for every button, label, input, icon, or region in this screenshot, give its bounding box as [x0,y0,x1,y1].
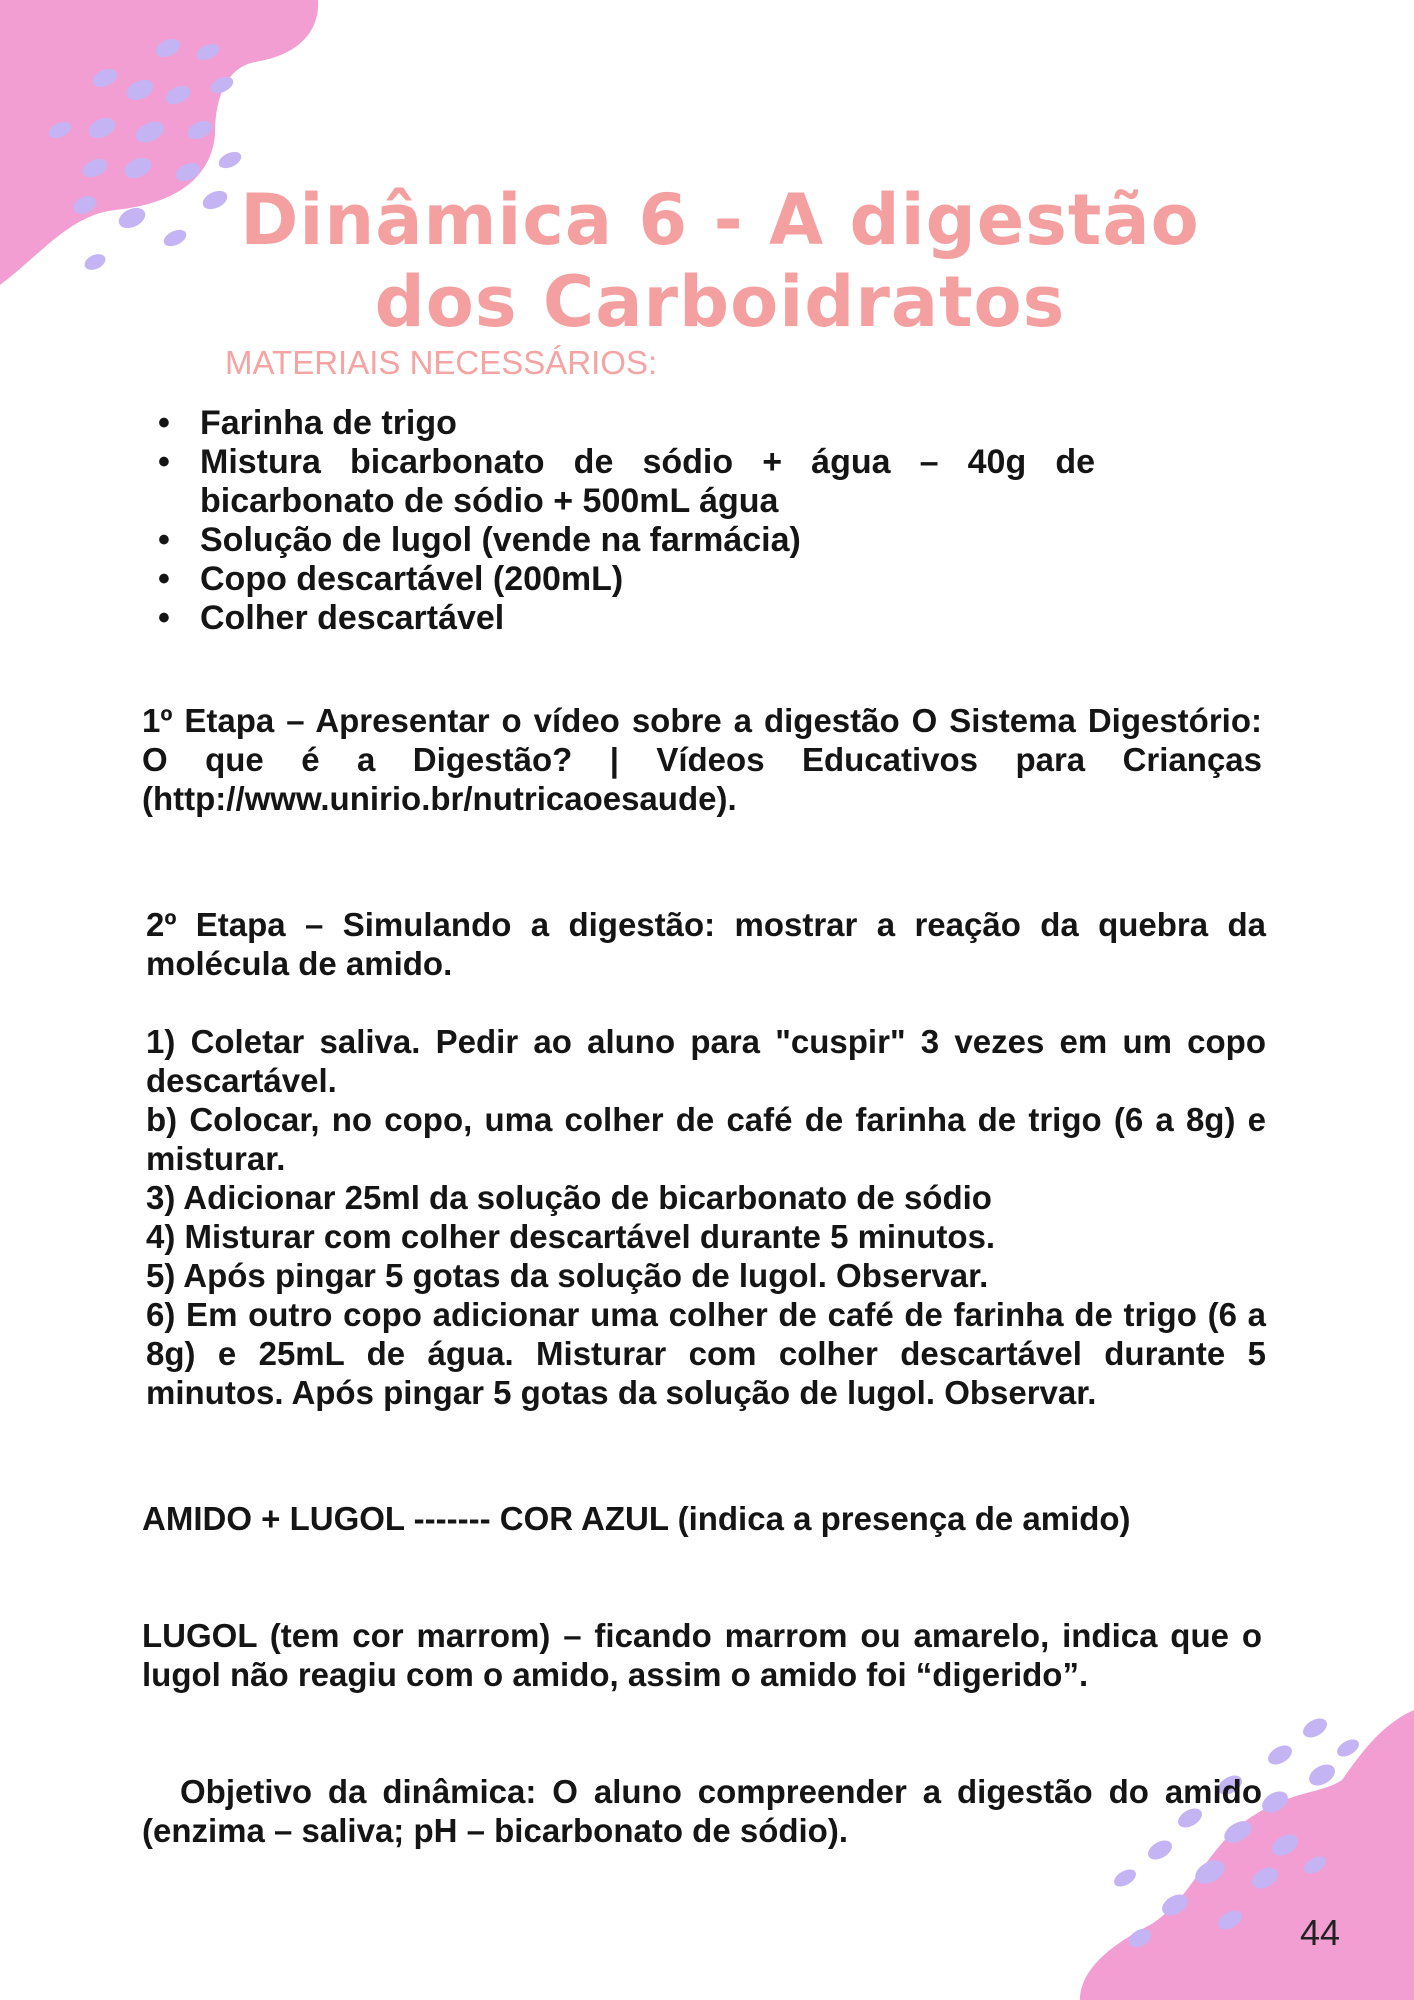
list-item: • Colher descartável [150,599,1095,638]
list-item: 6) Em outro copo adicionar uma colher de café de farinha de trigo (6 a 8g) e 25mL de água. Misturar com colher descartável durante 5 minutos. Após pingar 5 gotas da solução de lugol. Observar. [146,1296,1266,1411]
title-line-2: dos Carboidratos [374,260,1066,343]
list-item: • Farinha de trigo [150,404,1095,443]
list-item: 3) Adicionar 25ml da solução de bicarbonato de sódio [146,1179,992,1216]
list-item: 1) Coletar saliva. Pedir ao aluno para "cuspir" 3 vezes em um copo descartável. [146,1023,1266,1099]
list-item: b) Colocar, no copo, uma colher de café de farinha de trigo (6 a 8g) e misturar. [146,1101,1266,1177]
page-number: 44 [1300,1912,1341,1953]
result-brown-paragraph: LUGOL (tem cor marrom) – ficando marrom ou amarelo, indica que o lugol não reagiu com o amido, assim o amido foi “digerido”. [142,1617,1262,1693]
list-item: • Mistura bicarbonato de sódio + água – 40g de bicarbonato de sódio + 500mL água [150,443,1095,521]
list-item: • Copo descartável (200mL) [150,560,1095,599]
list-item: • Solução de lugol (vende na farmácia) [150,521,1095,560]
step-1-paragraph: 1º Etapa – Apresentar o vídeo sobre a digestão O Sistema Digestório: O que é a Digestão? | Vídeos Educativos para Crianças (http://www.unirio.br/nutricaoesaude). [142,702,1262,817]
title-line-1: Dinâmica 6 - A digestão [240,178,1200,261]
step-2-section [146,905,1266,1412]
materials-heading: MATERIAIS NECESSÁRIOS: [225,344,658,381]
materials-list [150,404,1095,638]
page-title [180,179,1260,343]
result-blue-paragraph: AMIDO + LUGOL ------- COR AZUL (indica a presença de amido) [142,1500,1131,1537]
decorative-blob-bottom-right [1080,1710,1414,2000]
step-2-intro: 2º Etapa – Simulando a digestão: mostrar a reação da quebra da molécula de amido. [146,906,1266,982]
objective-paragraph: Objetivo da dinâmica: O aluno compreender a digestão do amido (enzima – saliva; pH – bicarbonato de sódio). [142,1773,1262,1849]
list-item: 5) Após pingar 5 gotas da solução de lugol. Observar. [146,1257,989,1294]
list-item: 4) Misturar com colher descartável durante 5 minutos. [146,1218,996,1255]
